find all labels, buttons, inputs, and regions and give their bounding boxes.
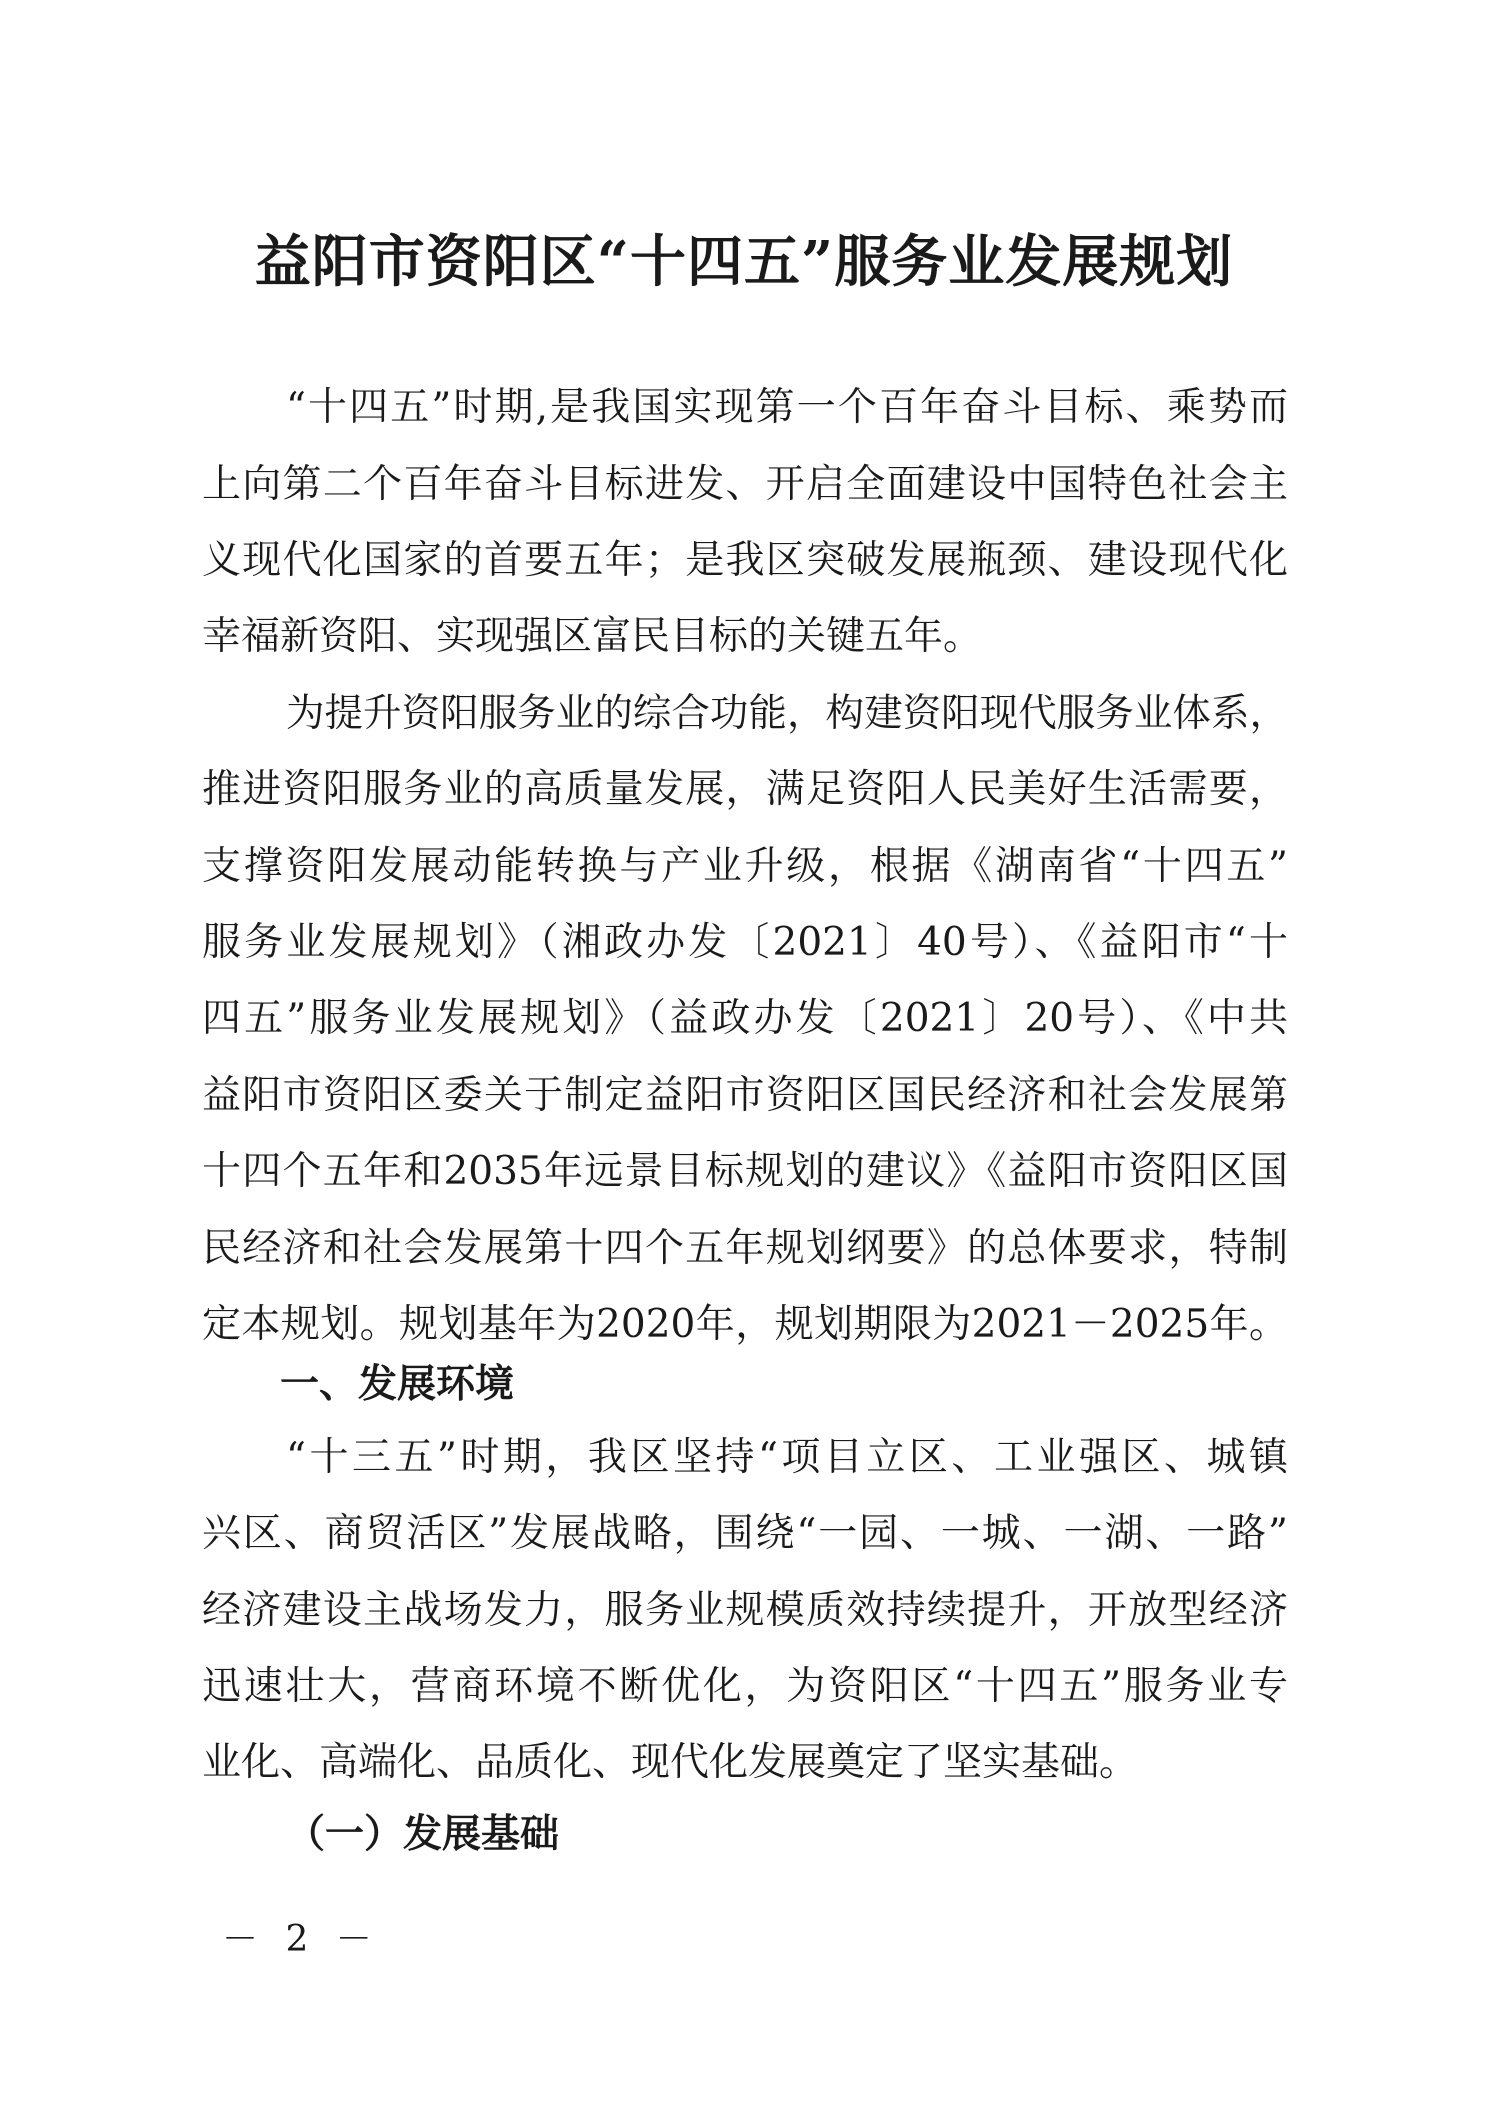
paragraph-2-line: 服务业发展规划》（湘政办发〔2021〕40号）、《益阳市“十 (202, 920, 1288, 965)
paragraph-2-line: 为提升资阳服务业的综合功能，构建资阳现代服务业体系， (286, 691, 1288, 736)
paragraph-3-line: 迅速壮大，营商环境不断优化，为资阳区“十四五”服务业专 (202, 1664, 1288, 1709)
paragraph-2-line: 四五”服务业发展规划》（益政办发〔2021〕20号）、《中共 (202, 996, 1288, 1041)
paragraph-3-line: 业化、高端化、品质化、现代化发展奠定了坚实基础。 (202, 1740, 1139, 1785)
paragraph-2-line: 十四个五年和2035年远景目标规划的建议》《益阳市资阳区国 (202, 1149, 1288, 1194)
document-title: 益阳市资阳区“十四五”服务业发展规划 (254, 229, 1234, 295)
section-heading-development-environment: 一、发展环境 (280, 1362, 515, 1407)
paragraph-3-line: “十三五”时期，我区坚持“项目立区、工业强区、城镇 (286, 1435, 1288, 1480)
paragraph-1-line: 义现代化国家的首要五年；是我区突破发展瓶颈、建设现代化 (202, 538, 1288, 583)
paragraph-3-line: 兴区、商贸活区”发展战略，围绕“一园、一城、一湖、一路” (202, 1511, 1288, 1556)
paragraph-2-line: 定本规划。规划基年为2020年，规划期限为2021－2025年。 (202, 1302, 1288, 1347)
paragraph-2-line: 益阳市资阳区委关于制定益阳市资阳区国民经济和社会发展第 (202, 1073, 1288, 1118)
page-number: － 2 － (222, 1919, 380, 1960)
paragraph-1-line: “十四五”时期,是我国实现第一个百年奋斗目标、乘势而 (286, 385, 1288, 430)
paragraph-3-line: 经济建设主战场发力，服务业规模质效持续提升，开放型经济 (202, 1588, 1288, 1633)
paragraph-1-line: 上向第二个百年奋斗目标进发、开启全面建设中国特色社会主 (202, 462, 1288, 507)
paragraph-2-line: 民经济和社会发展第十四个五年规划纲要》的总体要求，特制 (202, 1226, 1288, 1271)
paragraph-2-line: 推进资阳服务业的高质量发展，满足资阳人民美好生活需要， (202, 767, 1288, 812)
paragraph-1-line: 幸福新资阳、实现强区富民目标的关键五年。 (202, 614, 983, 659)
section-heading-development-foundation: （一）发展基础 (286, 1812, 560, 1857)
paragraph-2-line: 支撑资阳发展动能转换与产业升级，根据《湖南省“十四五” (202, 844, 1288, 889)
